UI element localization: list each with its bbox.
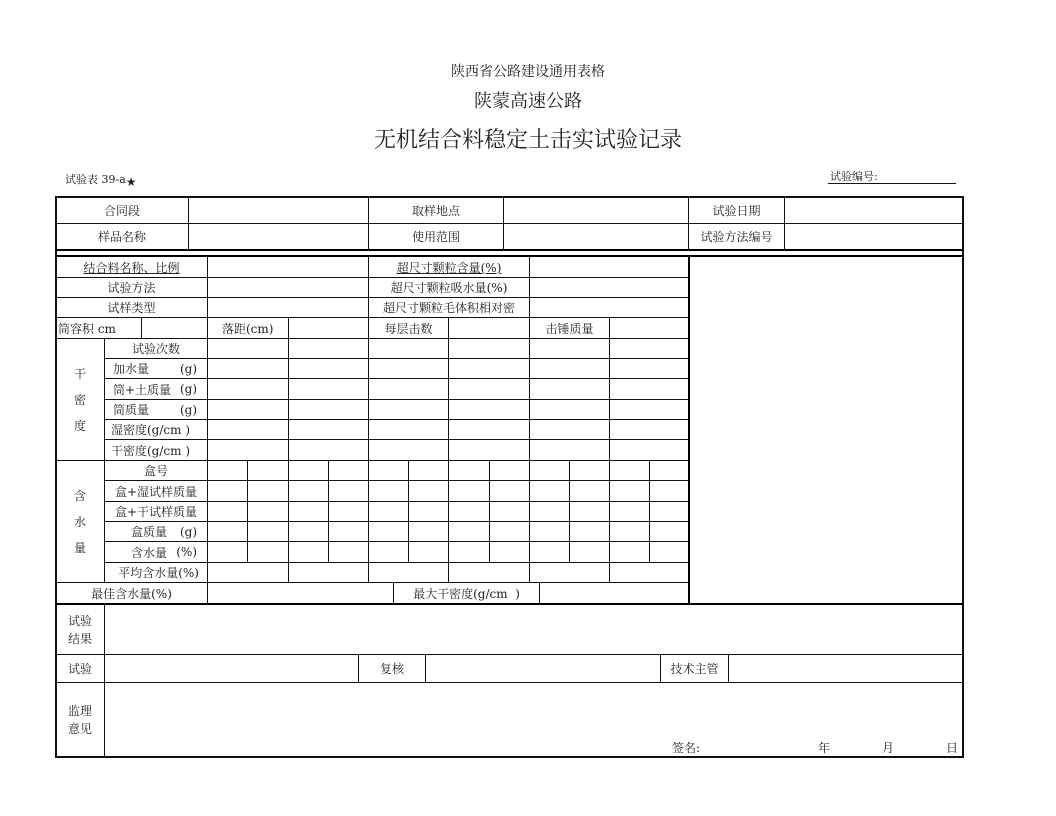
specimen-type-field[interactable] <box>208 298 368 317</box>
contract-field[interactable] <box>189 197 368 223</box>
dd-row-label-trials: 试验次数 <box>131 342 180 356</box>
label-line: 结果 <box>67 632 92 646</box>
label-text: 含水量 <box>131 545 168 560</box>
project-name: 陕蒙高速公路 <box>474 91 582 112</box>
label-text: 加水量 <box>113 362 150 376</box>
drop-label: 落距(cm) <box>222 321 274 336</box>
label-text: 筒质量 <box>113 403 150 417</box>
oversize-absorb-label: 超尺寸颗粒吸水量(%) <box>390 281 508 295</box>
oversize-density-field[interactable] <box>530 298 688 317</box>
unit-text: (g) <box>179 524 197 539</box>
group-char: 量 <box>73 540 86 555</box>
supervisor-label <box>56 700 104 740</box>
opt-moisture-label: 最佳含水量(%) <box>91 586 172 601</box>
unit-text: (g) <box>179 361 197 376</box>
blows-label: 每层击数 <box>384 321 433 336</box>
tech-lead-label: 技术主管 <box>670 662 719 676</box>
label-line: 试验 <box>67 614 92 628</box>
binder-label: 结合料名称、比例 <box>83 261 180 275</box>
form-code-text: 试验表 39-a <box>65 173 126 186</box>
supervisor-opinion-field[interactable] <box>105 683 962 756</box>
tech-lead-field[interactable] <box>729 655 962 682</box>
method-no-field[interactable] <box>785 224 963 249</box>
oversize-density-label: 超尺寸颗粒毛体积相对密 <box>382 301 515 315</box>
group-char: 水 <box>73 514 86 529</box>
tester-label: 试验 <box>67 662 92 676</box>
sample-name-label: 样品名称 <box>97 230 146 244</box>
oversize-absorb-field[interactable] <box>530 278 688 297</box>
page-title: 无机结合料稳定土击实试验记录 <box>373 128 682 153</box>
max-dry-density-field[interactable] <box>540 583 688 603</box>
result-label <box>56 610 104 650</box>
test-no-label: 试验编号: <box>830 170 878 183</box>
mc-row-label-box-mass <box>105 522 207 541</box>
sampling-site-field[interactable] <box>504 197 688 223</box>
sign-label: 签名: <box>672 741 701 755</box>
test-date-field[interactable] <box>785 197 963 223</box>
mc-row-label-box-wet: 盒+湿试样质量 <box>114 484 198 499</box>
contract-label: 合同段 <box>103 203 140 218</box>
moisture-group-label <box>56 461 104 582</box>
method-no-label: 试验方法编号 <box>700 230 773 244</box>
label-line: 监理 <box>67 704 92 718</box>
dd-row-label-mold-soil <box>105 379 207 399</box>
mc-row-label-box-no: 盒号 <box>143 464 168 478</box>
reviewer-field[interactable] <box>426 655 660 682</box>
group-char: 含 <box>73 488 86 503</box>
dry-density-group-label <box>56 339 104 460</box>
unit-text: (g) <box>179 382 197 396</box>
unit-text: (g) <box>179 402 197 417</box>
compaction-curve-area <box>690 257 962 603</box>
mold-volume-label: 筒容积 cm <box>58 321 116 336</box>
method-label: 试验方法 <box>107 281 156 295</box>
hammer-field[interactable] <box>610 318 688 338</box>
unit-text: (%) <box>176 545 197 559</box>
label-line: 意见 <box>67 722 92 736</box>
drop-field[interactable] <box>289 318 368 338</box>
dd-row-label-wet-density: 湿密度(g/cm ) <box>111 423 191 437</box>
org-title: 陕西省公路建设通用表格 <box>451 64 605 80</box>
method-field[interactable] <box>208 278 368 297</box>
star-icon: ★ <box>125 175 137 189</box>
blows-field[interactable] <box>449 318 529 338</box>
label-text: 筒+土质量 <box>113 382 172 397</box>
mold-volume-field[interactable] <box>142 318 207 338</box>
year-label: 年 <box>818 741 831 755</box>
dd-row-label-water <box>105 359 207 378</box>
dd-row-label-mold <box>105 400 207 419</box>
hammer-label: 击锤质量 <box>545 321 594 336</box>
label-text: 盒质量 <box>131 525 168 539</box>
reviewer-label: 复核 <box>379 662 404 676</box>
oversize-content-field[interactable] <box>530 258 688 277</box>
usage-field[interactable] <box>504 224 688 249</box>
month-label: 月 <box>882 741 895 755</box>
specimen-type-label: 试样类型 <box>107 301 156 315</box>
binder-field[interactable] <box>208 258 368 277</box>
mc-row-label-moisture <box>105 542 207 562</box>
day-label: 日 <box>946 741 959 755</box>
oversize-content-label: 超尺寸颗粒含量(%) <box>396 261 502 275</box>
test-no-field[interactable] <box>828 183 956 184</box>
opt-moisture-field[interactable] <box>208 583 393 603</box>
result-field[interactable] <box>105 605 962 654</box>
sample-name-field[interactable] <box>189 224 368 249</box>
form-code <box>65 172 137 187</box>
group-char: 密 <box>73 392 86 407</box>
dd-row-label-dry-density: 干密度(g/cm ) <box>111 443 191 458</box>
mc-row-label-avg: 平均含水量(%) <box>118 566 199 580</box>
tester-field[interactable] <box>105 655 358 682</box>
mc-row-label-box-dry: 盒+干试样质量 <box>114 505 198 519</box>
test-date-label: 试验日期 <box>712 203 761 218</box>
group-char: 度 <box>73 418 86 433</box>
sampling-site-label: 取样地点 <box>411 203 460 218</box>
max-dry-density-label: 最大干密度(g/cm ) <box>413 586 520 601</box>
group-char: 干 <box>73 366 86 381</box>
usage-label: 使用范围 <box>411 230 460 244</box>
